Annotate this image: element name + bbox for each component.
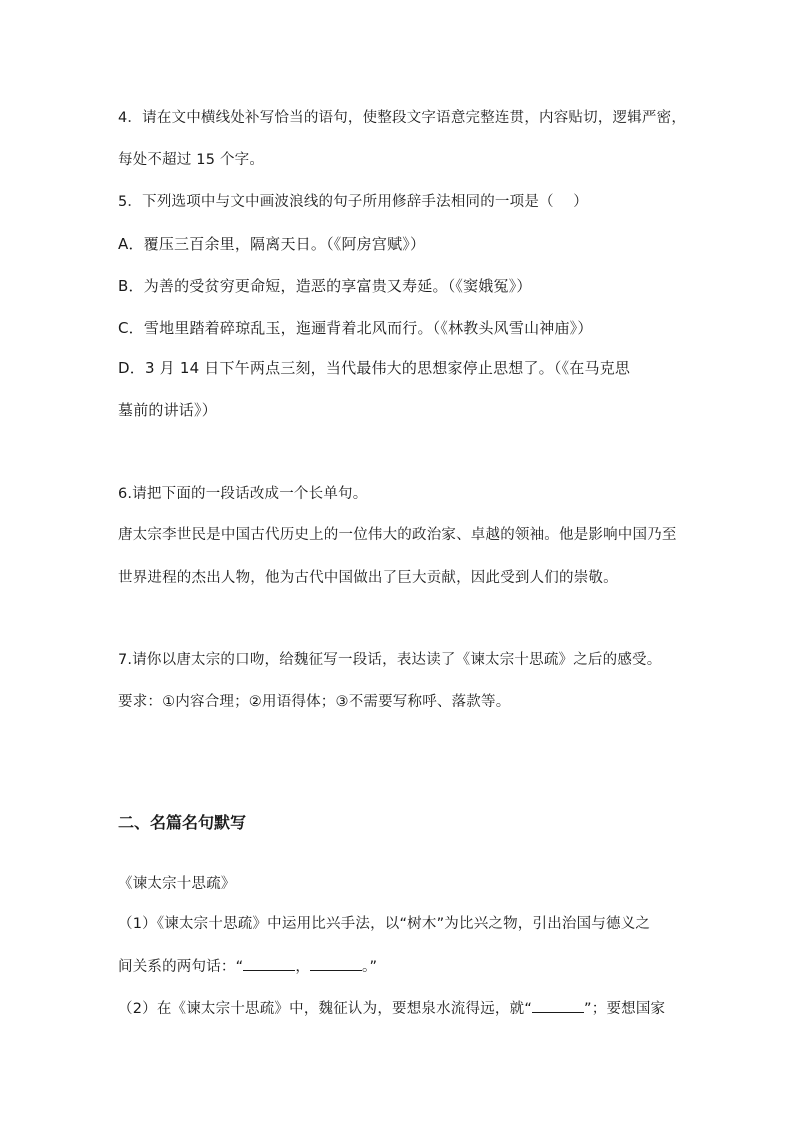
q6-text-line-2: 世界进程的杰出人物，他为古代中国做出了巨大贡献，因此受到人们的崇敬。 [118, 570, 618, 586]
item-1-line-1: （1）《谏太宗十思疏》中运用比兴手法，以“树木”为比兴之物，引出治国与德义之 [118, 916, 651, 932]
q6-text-line-1: 唐太宗李世民是中国古代历史上的一位伟大的政治家、卓越的领袖。他是影响中国乃至 [118, 527, 677, 543]
item-1-line-2-sep: ， [295, 959, 311, 975]
q5-option-c: C．雪地里踏着碎琼乱玉，迤逦背着北风而行。（《林教头风雪山神庙》） [118, 319, 593, 337]
item-1-line-2-prefix: 间关系的两句话：“ [118, 959, 244, 975]
answer-blank-1[interactable] [243, 956, 295, 971]
q4-line-1: 4．请在文中横线处补写恰当的语句，使整段文字语意完整连贯，内容贴切，逻辑严密， [118, 110, 687, 126]
item-2-line-1 [118, 998, 665, 1019]
item-1-line-2-suffix: 。” [362, 959, 378, 975]
q5-option-a: A．覆压三百余里，隔离天日。（《阿房宫赋》） [118, 235, 426, 253]
q5-option-b: B．为善的受贫穷更命短，造恶的享富贵又寿延。（《窦娥冤》） [118, 277, 532, 295]
item-2-suffix: ”；要想国家 [584, 1001, 666, 1017]
item-2-prefix: （2）在《谏太宗十思疏》中，魏征认为，要想泉水流得远，就“ [118, 1001, 533, 1017]
item-1-line-2 [118, 956, 377, 977]
q5-option-d-line-1: D．3 月 14 日下午两点三刻，当代最伟大的思想家停止思想了。（《在马克思 [118, 359, 631, 377]
q7-requirements: 要求：①内容合理；②用语得体；③不需要写称呼、落款等。 [118, 694, 511, 710]
section-2-subtitle: 《谏太宗十思疏》 [118, 876, 236, 892]
q4-line-2: 每处不超过 15 个字。 [118, 152, 265, 168]
q6-stem: 6.请把下面的一段话改成一个长单句。 [118, 486, 368, 502]
answer-blank-2[interactable] [310, 956, 362, 971]
q5-stem: 5．下列选项中与文中画波浪线的句子所用修辞手法相同的一项是（ ） [118, 194, 588, 210]
section-2-heading: 二、名篇名句默写 [118, 813, 247, 832]
q7-stem: 7.请你以唐太宗的口吻，给魏征写一段话，表达读了《谏太宗十思疏》之后的感受。 [118, 652, 662, 668]
q5-option-d-line-2: 墓前的讲话》） [118, 401, 217, 419]
answer-blank-3[interactable] [532, 998, 584, 1013]
